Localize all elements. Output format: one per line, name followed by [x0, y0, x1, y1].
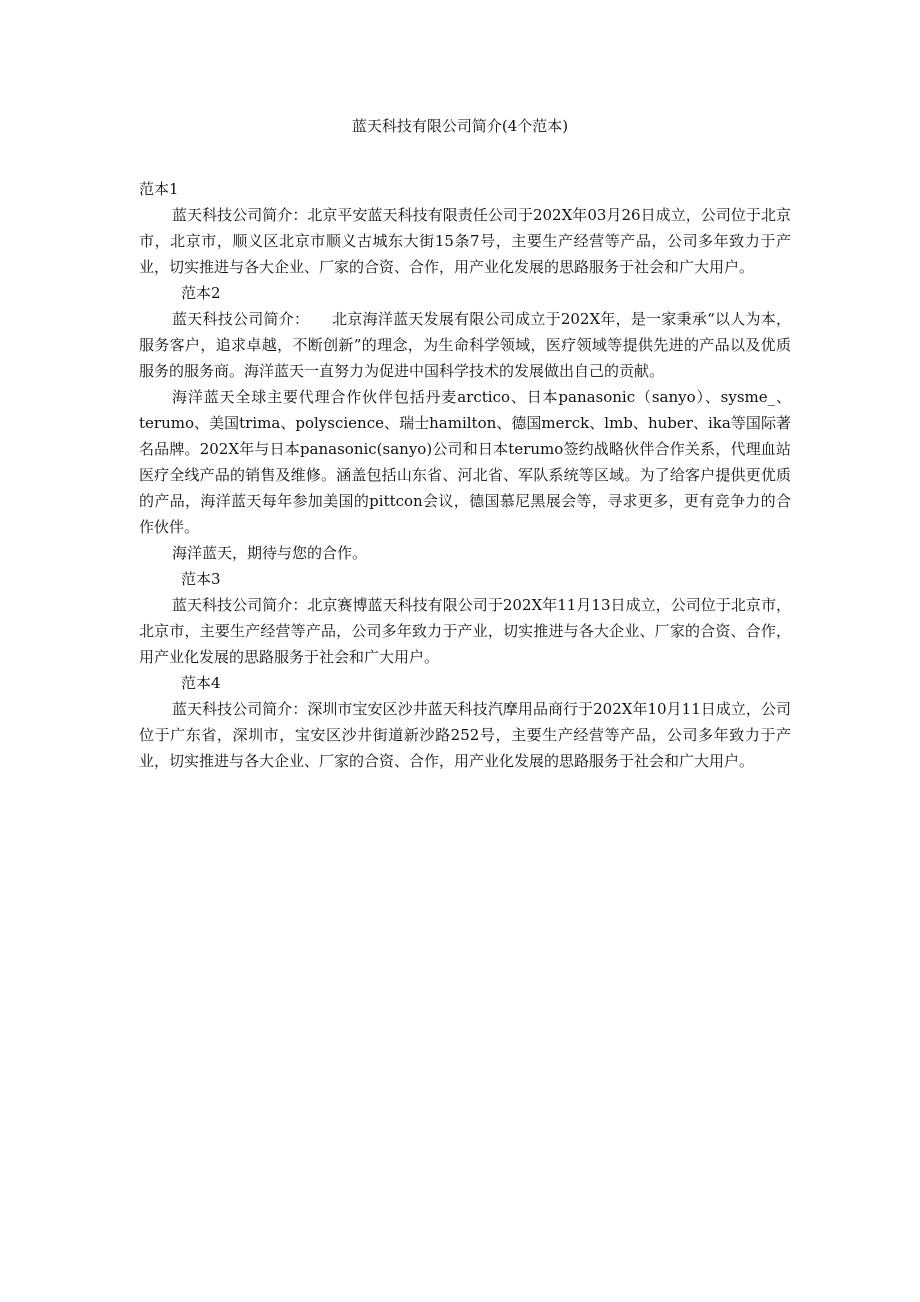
section-heading: 范本4 [181, 674, 221, 692]
section-heading: 范本1 [139, 180, 179, 198]
section-heading: 范本3 [181, 570, 221, 588]
paragraph: 蓝天科技公司简介： 北京海洋蓝天发展有限公司成立于202X年，是一家秉承“以人为本，服务客户，追求卓越，不断创新”的理念，为生命科学领域，医疗领域等提供先进的产品以及优质服务的服务商。海洋蓝天一直努力为促进中国科学技术的发展做出自己的贡献。 [139, 310, 791, 380]
document-title: 蓝天科技有限公司简介(4个范本) [351, 117, 569, 135]
section-2 [139, 280, 791, 566]
section-heading: 范本2 [181, 284, 221, 302]
paragraph: 蓝天科技公司简介：深圳市宝安区沙井蓝天科技汽摩用品商行于202X年10月11日成立，公司位于广东省，深圳市，宝安区沙井街道新沙路252号，主要生产经营等产品，公司多年致力于产业，切实推进与各大企业、厂家的合资、合作，用产业化发展的思路服务于社会和广大用户。 [139, 700, 791, 770]
paragraph: 海洋蓝天全球主要代理合作伙伴包括丹麦arctico、日本panasonic（sanyo）、sysme_、terumo、美国trima、polyscience、瑞士hamilton、德国merck、lmb、huber、ika等国际著名品牌。202X年与日本panasonic(sanyo)公司和日本terumo签约战略伙伴合作关系，代理血站医疗全线产品的销售及维修。涵盖包括山东省、河北省、军队系统等区域。为了给客户提供更优质的产品，海洋蓝天每年参加美国的pittcon会议，德国慕尼黑展会等，寻求更多，更有竞争力的合作伙伴。 [139, 388, 791, 536]
section-4 [139, 670, 791, 774]
paragraph: 蓝天科技公司简介：北京赛博蓝天科技有限公司于202X年11月13日成立，公司位于北京市，北京市，主要生产经营等产品，公司多年致力于产业，切实推进与各大企业、厂家的合资、合作，用产业化发展的思路服务于社会和广大用户。 [139, 596, 791, 666]
document-body [139, 176, 791, 774]
section-1 [139, 176, 791, 280]
section-3 [139, 566, 791, 670]
paragraph: 蓝天科技公司简介：北京平安蓝天科技有限责任公司于202X年03月26日成立，公司位于北京市，北京市，顺义区北京市顺义古城东大街15条7号，主要生产经营等产品，公司多年致力于产业，切实推进与各大企业、厂家的合资、合作，用产业化发展的思路服务于社会和广大用户。 [139, 206, 791, 276]
paragraph: 海洋蓝天，期待与您的合作。 [172, 544, 368, 562]
